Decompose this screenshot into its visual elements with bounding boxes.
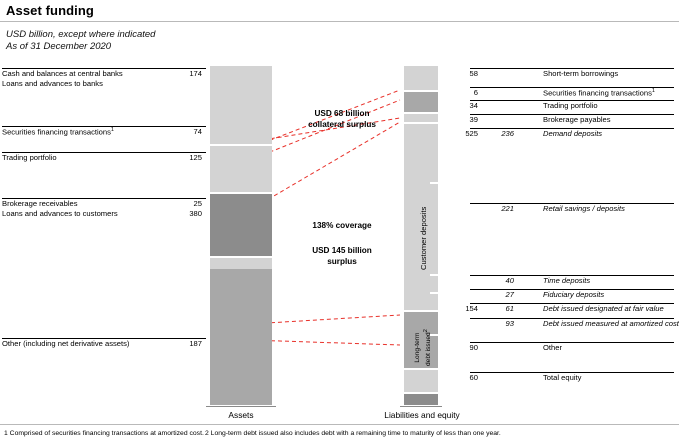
liab-value-debt-total: 154	[465, 304, 478, 313]
asset-funding-chart	[0, 60, 679, 420]
liab-label-retail-savings: Retail savings / deposits	[543, 204, 625, 213]
liab-label-other: Other	[543, 343, 562, 352]
liab-value-sft: 6	[473, 88, 478, 97]
assets-value-other: 187	[189, 339, 202, 348]
assets-segment-brokerage-receivables	[210, 258, 272, 269]
assets-segment-loans-to-customers	[210, 269, 272, 342]
customer-deposits-sub-demand	[430, 124, 438, 182]
assets-segment-securities-financing	[210, 146, 272, 192]
liab-segment-short-term-borrowings	[404, 66, 438, 90]
annotation-coverage: 138% coverage	[312, 221, 372, 230]
annotation-collateral-surplus: USD 68 billion collateral surplus	[308, 109, 376, 129]
liab-sft-footnote-marker: 1	[651, 88, 656, 94]
assets-segment-other	[210, 342, 272, 405]
assets-label-other: Other (including net derivative assets)	[2, 339, 130, 348]
liab-value-short-term: 58	[469, 69, 478, 78]
assets-label-sft: Securities financing transactions$^1$	[2, 127, 115, 137]
assets-label-cash: Cash and balances at central banks	[2, 69, 123, 78]
liab-subvalue-time: 40	[505, 276, 514, 285]
assets-label-trading: Trading portfolio	[2, 153, 57, 162]
liabilities-axis-caption: Liabilities and equity	[384, 410, 460, 420]
liab-subvalue-demand: 236	[501, 129, 514, 138]
customer-deposits-sub-retail	[430, 184, 438, 274]
assets-label-brokerage: Brokerage receivables	[2, 199, 78, 208]
footnote-divider	[0, 424, 679, 425]
customer-deposits-sub-time	[430, 276, 438, 292]
footnote-2: 2 Long-term debt issued also includes debt with a remaining time to maturity of less than one year.	[205, 430, 501, 437]
assets-axis-rule	[206, 406, 276, 407]
footnote-1: 1 Comprised of securities financing transactions at amortized cost.	[4, 430, 204, 437]
liab-segment-total-equity	[404, 394, 438, 405]
assets-value-sft: 74	[193, 127, 202, 136]
assets-value-trading: 125	[189, 153, 202, 162]
liab-label-sft: Securities financing transactions$^1$	[543, 88, 656, 98]
liab-label-total-equity: Total equity	[543, 373, 582, 382]
liab-subvalue-debt-amortized: 93	[505, 319, 514, 328]
chart-subtitle-date: As of 31 December 2020	[6, 41, 112, 52]
liabilities-axis-rule	[400, 406, 442, 407]
customer-deposits-vertical-label: Customer deposits	[419, 206, 428, 270]
liab-value-total-equity: 60	[469, 373, 478, 382]
liab-label-trading: Trading portfolio	[543, 101, 598, 110]
assets-segment-cash-and-banks	[210, 66, 272, 144]
liab-label-short-term: Short-term borrowings	[543, 69, 619, 78]
assets-value-cash: 174	[189, 69, 202, 78]
liab-value-brokerage: 39	[469, 115, 478, 124]
liab-label-brokerage: Brokerage payables	[543, 115, 611, 124]
liab-value-other: 90	[469, 343, 478, 352]
liab-subvalue-fiduciary: 27	[505, 290, 514, 299]
liab-label-time-deposits: Time deposits	[543, 276, 591, 285]
customer-deposits-sub-fiduciary	[430, 294, 438, 310]
annotation-surplus: USD 145 billion surplus	[312, 246, 372, 266]
liab-segment-brokerage-payables	[404, 114, 438, 122]
liab-value-trading: 34	[469, 101, 478, 110]
liab-label-debt-fair-value: Debt issued designated at fair value	[543, 304, 664, 313]
liab-segment-trading-portfolio	[404, 97, 438, 112]
assets-value-brokerage: 25	[193, 199, 202, 208]
liab-label-demand-deposits: Demand deposits	[543, 129, 603, 138]
assets-segment-trading-portfolio	[210, 194, 272, 256]
assets-label-loans-customers: Loans and advances to customers	[2, 209, 118, 218]
title-divider	[0, 21, 679, 22]
chart-subtitle-unit: USD billion, except where indicated	[6, 29, 156, 40]
page-title: Asset funding	[6, 3, 94, 18]
liab-label-debt-amortized: Debt issued measured at amortized cost	[543, 319, 679, 328]
assets-axis-caption: Assets	[228, 410, 254, 420]
assets-value-loans-customers: 380	[189, 209, 202, 218]
assets-label-loans-banks: Loans and advances to banks	[2, 79, 103, 88]
liab-subvalue-retail: 221	[501, 204, 514, 213]
liab-segment-other	[404, 370, 438, 392]
liab-value-demand-total: 525	[465, 129, 478, 138]
liab-label-fiduciary-deposits: Fiduciary deposits	[543, 290, 605, 299]
liab-subvalue-debt-fair-value: 61	[505, 304, 514, 313]
liab-rule-11	[470, 342, 674, 343]
long-term-debt-vertical-label: Long-term debt issued$^2$	[414, 329, 433, 366]
assets-sft-footnote-marker: 1	[110, 127, 115, 133]
